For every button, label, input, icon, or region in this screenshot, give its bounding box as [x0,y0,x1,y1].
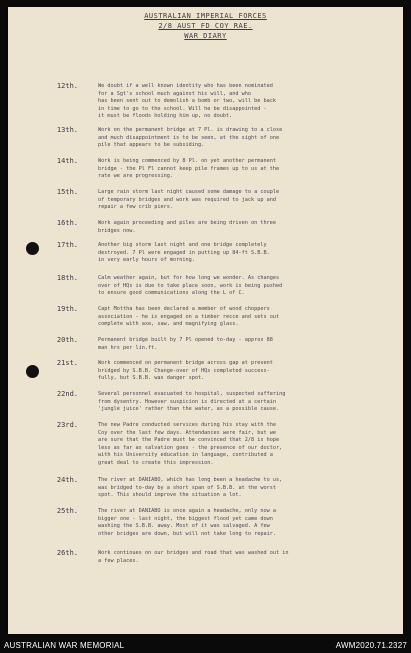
entry-text: Work is being commenced by 8 Pl. on yet another permanent bridge - the Pl Fl cannot keep pile frames up to us at the rate we are progressing. [98,158,280,180]
entry-text: Work continues on our bridges and road that was washed out in a few places. [98,550,289,564]
entry-date: 23rd. [56,421,78,429]
entry-date: 13th. [56,126,78,134]
entry-text: Work commenced on permanent bridge across gap at present bridged by S.B.B. Change-over of HQs completed success- fully, but S.B.B. was danger spot. [98,360,273,382]
entry-date: 19th. [56,305,78,313]
document-title: AUSTRALIAN IMPERIAL FORCES [144,12,267,20]
diary-page [8,7,403,634]
entry-text: We doubt if a well known identity who has been nominated for a Sgt's school much against his will, and who has been sent out to demolish a bomb or two, will be back in time to go to the school. Will he be disappointed - it must be floods holding him up, no doubt. [98,83,277,120]
unit-name: 2/8 AUST FD COY RAE. [158,22,253,30]
archive-credit: AUSTRALIAN WAR MEMORIAL [4,641,125,650]
entry-date: 26th. [56,549,78,557]
entry-text: The river at DANIABO, which has long been a headache to us, was bridged to-day by a short span of S.B.B. at the worst spot. This should improve the situation a lot. [98,477,283,499]
entry-date: 24th. [56,476,78,484]
entry-date: 21st. [56,359,78,367]
entry-text: Permanent bridge built by 7 Pl opened to-day - approx 88 man hrs per lin.ft. [98,337,273,351]
archive-reference: AWM2020.71.2327 [335,641,407,650]
entry-date: 14th. [56,157,78,165]
entry-date: 18th. [56,274,78,282]
entry-date: 17th. [56,241,78,249]
entry-date: 15th. [56,188,78,196]
entry-date: 20th. [56,336,78,344]
entry-date: 22nd. [56,390,78,398]
entry-date: 25th. [56,507,78,515]
entry-date: 12th. [56,82,78,90]
entry-text: Work again proceeding and piles are being driven on three bridges now. [98,220,277,234]
entry-text: Several personnel evacuated to hospital, suspected suffering from dysentry. However suspicion is directed at a certain 'jungle juice' rather than the water, as a possible cause. [98,391,286,413]
entry-text: The river at DANIABO is once again a headache, only now a bigger one - last night, the biggest flood yet came down washing the S.B.B. away. Most of it was salvaged. A few other bridges are down, but will not take long to repair. [98,508,277,537]
entry-text: Work on the permanent bridge at 7 Pl. is drawing to a close and much disappointment is to be seen, at the sight of one pile that appears to be subsiding. [98,127,283,149]
entry-text: The new Padre conducted services during his stay with the Coy over the last few days. Attendances were fair, but we are sure that the Padre must be convinced that 2/8 is hope less as far as salvation goes - the presence of our doctor, with his University education in language, contributed a great deal to create this impression. [98,422,283,466]
entry-text: Large rain storm last night caused some damage to a couple of temporary bridges and work was required to jack up and repair a few crib piers. [98,189,280,211]
entry-date: 16th. [56,219,78,227]
entry-text: Calm weather again, but for how long we wonder. As changes over of HQs is due to take place soon, work is being pushed to ensure good communications along the L of C. [98,275,283,297]
entry-text: Capt Mottha has been declared a member of wood choppers association - he is engaged on a timber recce and sets out complete with axe, saw, and magnifying glass. [98,306,280,328]
entry-text: Another big storm last night and one bridge completely destroyed. 7 Pl were engaged in putting up 84-ft S.B.B. in very early hours of morning. [98,242,270,264]
document-subtitle: WAR DIARY [184,32,227,40]
